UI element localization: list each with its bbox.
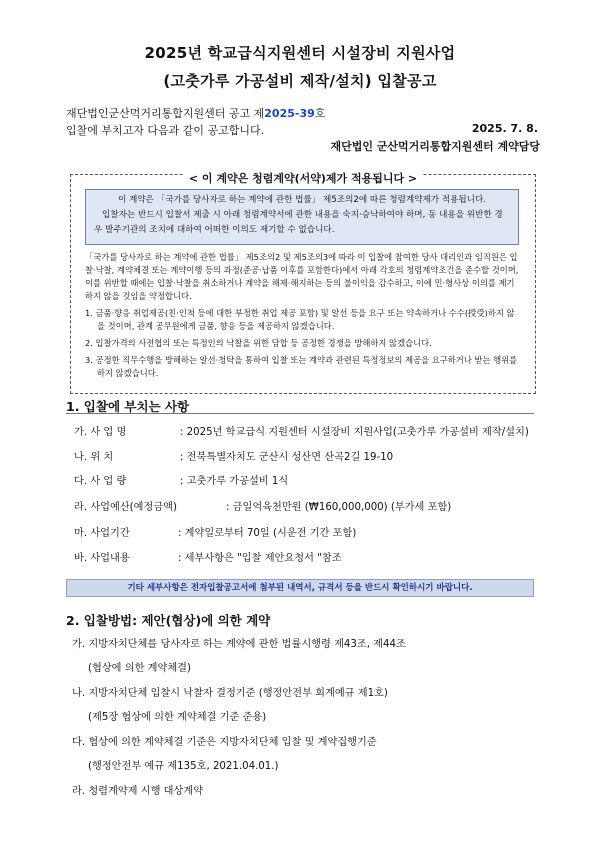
notice-suffix: 호 bbox=[314, 107, 326, 120]
details-notice-bar: 기타 세부사항은 전자입찰공고서에 첨부된 내역서, 규격서 등을 반드시 확인하시기 바랍니다. bbox=[66, 579, 534, 597]
integrity-highlight-line2: 입찰자는 반드시 입찰서 제출 시 아래 청렴계약서에 관한 내용을 숙지·승낙하여야 하며, 동 내용을 위반한 경우 발주기관의 조치에 대하여 어떠한 이의도 제기할 수 없습니다. bbox=[94, 210, 503, 235]
integrity-condition-3: 3. 공정한 직무수행을 방해하는 알선·청탁을 통하여 입찰 또는 계약과 관련된 특정정보의 제공을 요구하거나 받는 행위를 하지 않겠습니다. bbox=[85, 355, 518, 378]
integrity-header bbox=[71, 167, 535, 186]
item-value: : 계약일로부터 70일 (시운전 기간 포함) bbox=[178, 528, 357, 539]
method-item-3-note: (행정안전부 예규 제135호, 2021.04.01.) bbox=[88, 761, 279, 772]
bid-item-location bbox=[74, 448, 393, 463]
integrity-highlight-line1: 이 계약은 「국가를 당사자로 하는 계약에 관한 법률」 제5조의2에 따른 청렴계약제가 적용됩니다. bbox=[117, 195, 487, 205]
method-item-3: 다. 협상에 의한 계약체결 기준은 지방자치단체 입찰 및 계약집행기준 bbox=[72, 737, 377, 748]
bid-item-budget bbox=[74, 498, 451, 513]
section1-divider bbox=[66, 413, 534, 414]
method-item-4: 라. 청렴계약제 시행 대상계약 bbox=[72, 786, 204, 797]
item-label: 다. 사 업 량 bbox=[74, 476, 127, 487]
item-value: : 세부사항은 "입찰 제안요청서 "참조 bbox=[178, 553, 342, 564]
integrity-body bbox=[85, 251, 521, 384]
integrity-body-text: 「국가를 당사자로 하는 계약에 관한 법률」 제5조의2 및 제5조의3에 따라 이 입찰에 참여한 당사 대리인과 임직원은 입찰·낙찰, 계약체결 또는 계약이행 등의 과정(준공·납품 이후를 포함한다)에서 아래 각호의 청렴계약조건을 준수할 것이며, 이를 위반할 때에는 입찰·낙찰을 취소하거나 계약을 해제·해지하는 등의 불이익을 감수하고, 이에 민·형사상 이의를 제기하지 않을 것임을 약정합니다. bbox=[85, 252, 519, 301]
item-label: 라. 사업예산(예정금액) bbox=[74, 502, 177, 513]
bid-item-content bbox=[74, 549, 342, 564]
issuer-name: 재단법인 군산먹거리통합지원센터 계약담당 bbox=[330, 140, 540, 153]
notice-number-value: 2025-39 bbox=[264, 107, 315, 120]
integrity-condition-2: 2. 입찰가격의 사전협의 또는 특정인의 낙찰을 위한 담합 등 공정한 경쟁을 방해하지 않겠습니다. bbox=[85, 338, 432, 348]
item-value: : 금일억육천만원 (₩160,000,000) (부가세 포함) bbox=[226, 502, 452, 513]
method-item-1-note: (협상에 의한 계약체결) bbox=[88, 663, 191, 674]
method-item-2-note: (제5장 협상에 의한 계약체결 기준 준용) bbox=[88, 712, 267, 723]
integrity-contract-box bbox=[70, 174, 536, 394]
integrity-condition-1: 1. 금품·향응 취업제공(친·인척 등에 대한 부정한 취업 제공 포함) 및 알선 등을 요구 또는 약속하거나 수수(授受)하지 않을 것이며, 관계 공무원에게 금품, 향응 등을 제공하지 않겠습니다. bbox=[85, 308, 515, 331]
item-value: : 2025년 학교급식 지원센터 시설장비 지원사업(고춧가루 가공설비 제작/설치) bbox=[180, 427, 529, 438]
item-label: 마. 사업기간 bbox=[74, 528, 130, 539]
section1-title: 1. 입찰에 부치는 사항 bbox=[66, 399, 190, 414]
document-title-line2: (고춧가루 가공설비 제작/설치) 입찰공고 bbox=[163, 72, 437, 90]
integrity-header-text: < 이 계약은 청렴계약(서약)제가 적용됩니다 > bbox=[183, 172, 423, 185]
bid-item-quantity bbox=[74, 472, 288, 487]
method-item-1: 가. 지방자치단체를 당사자로 하는 계약에 관한 법률시행령 제43조, 제44조 bbox=[72, 639, 406, 650]
integrity-highlight-box bbox=[85, 189, 519, 245]
document-title-line1: 2025년 학교급식지원센터 시설장비 지원사업 bbox=[144, 44, 456, 62]
item-label: 나. 위 치 bbox=[74, 452, 114, 463]
bid-item-project-name bbox=[74, 423, 529, 438]
item-value: : 전북특별자치도 군산시 성산면 산곡2길 19-10 bbox=[180, 452, 394, 463]
bid-item-period bbox=[74, 524, 356, 539]
notice-date: 2025. 7. 8. bbox=[471, 122, 538, 135]
item-label: 바. 사업내용 bbox=[74, 553, 130, 564]
item-value: : 고춧가루 가공설비 1식 bbox=[180, 476, 289, 487]
intro-text: 입찰에 부치고자 다음과 같이 공고합니다. bbox=[66, 124, 265, 137]
method-item-2: 나. 지방자치단체 입찰시 낙찰자 결정기준 (행정안전부 회계예규 제1호) bbox=[72, 688, 388, 699]
notice-number bbox=[66, 105, 325, 121]
item-label: 가. 사 업 명 bbox=[74, 427, 127, 438]
integrity-conditions bbox=[85, 307, 521, 380]
notice-prefix: 재단법인군산먹거리통합지원센터 공고 제 bbox=[66, 107, 265, 120]
section2-title: 2. 입찰방법: 제안(협상)에 의한 계약 bbox=[66, 613, 271, 628]
